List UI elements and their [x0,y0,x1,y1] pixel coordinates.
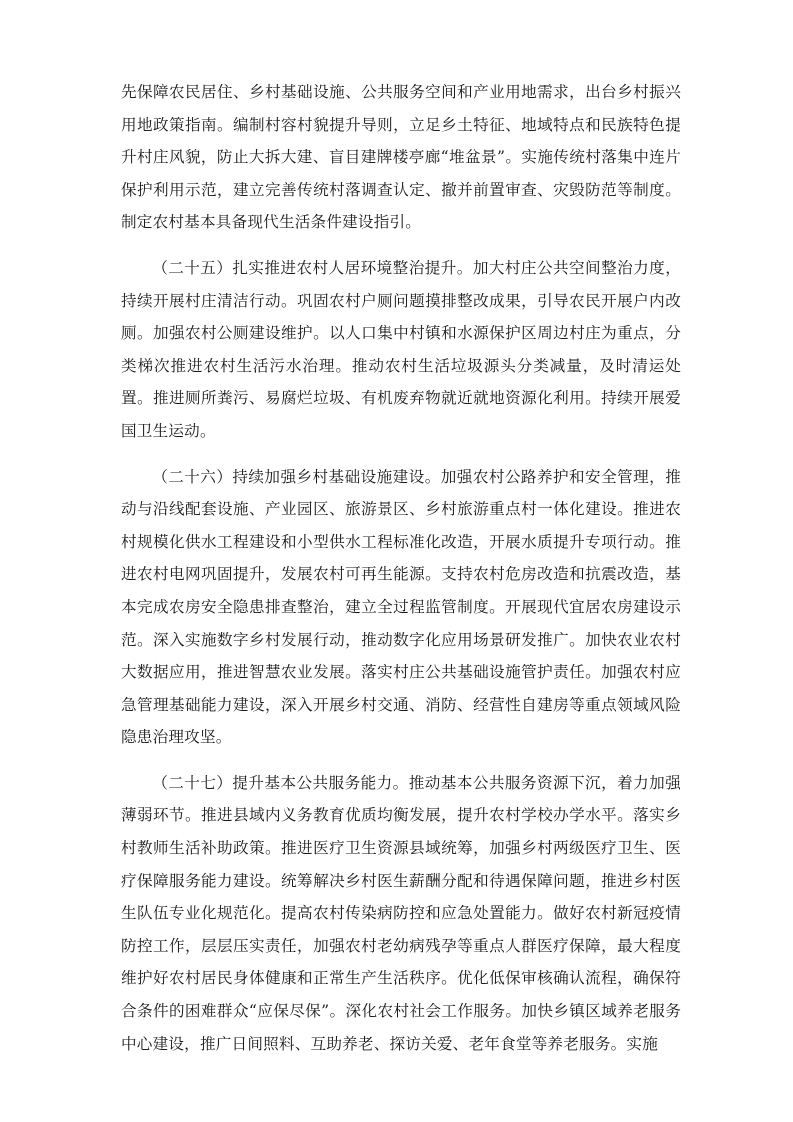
paragraph-continued: 先保障农民居住、乡村基础设施、公共服务空间和产业用地需求，出台乡村振兴用地政策指南。编制村容村貌提升导则，立足乡土特征、地域特点和民族特色提升村庄风貌，防止大拆大建、盲目建牌楼亭廊“堆盆景”。实施传统村落集中连片保护利用示范，建立完善传统村落调查认定、撤并前置审查、灾毁防范等制度。制定农村基本具备现代生活条件建设指引。 [121,83,681,232]
paragraph-section-27: （二十七）提升基本公共服务能力。推动基本公共服务资源下沉，着力加强薄弱环节。推进县域内义务教育优质均衡发展，提升农村学校办学水平。落实乡村教师生活补助政策。推进医疗卫生资源县域统筹，加强乡村两级医疗卫生、医疗保障服务能力建设。统筹解决乡村医生薪酬分配和待遇保障问题，推进乡村医生队伍专业化规范化。提高农村传染病防控和应急处置能力。做好农村新冠疫情防控工作，层层压实责任，加强农村老幼病残孕等重点人群医疗保障，最大程度维护好农村居民身体健康和正常生产生活秩序。优化低保审核确认流程，确保符合条件的困难群众“应保尽保”。深化农村社会工作服务。加快乡镇区域养老服务中心建设，推广日间照料、互助养老、探访关爱、老年食堂等养老服务。实施 [121,773,681,1053]
paragraph-section-26: （二十六）持续加强乡村基础设施建设。加强农村公路养护和安全管理，推动与沿线配套设施、产业园区、旅游景区、乡村旅游重点村一体化建设。推进农村规模化供水工程建设和小型供水工程标准化改造，开展水质提升专项行动。推进农村电网巩固提升，发展农村可再生能源。支持农村危房改造和抗震改造，基本完成农房安全隐患排查整治，建立全过程监管制度。开展现代宜居农房建设示范。深入实施数字乡村发展行动，推动数字化应用场景研发推广。加快农业农村大数据应用，推进智慧农业发展。落实村庄公共基础设施管护责任。加强农村应急管理基础能力建设，深入开展乡村交通、消防、经营性自建房等重点领域风险隐患治理攻坚。 [121,467,681,747]
paragraph-section-25: （二十五）扎实推进农村人居环境整治提升。加大村庄公共空间整治力度，持续开展村庄清洁行动。巩固农村户厕问题摸排整改成果，引导农民开展户内改厕。加强农村公厕建设维护。以人口集中村镇和水源保护区周边村庄为重点，分类梯次推进农村生活污水治理。推动农村生活垃圾源头分类减量，及时清运处置。推进厕所粪污、易腐烂垃圾、有机废弃物就近就地资源化利用。持续开展爱国卫生运动。 [121,258,681,440]
document-body [121,76,681,1073]
